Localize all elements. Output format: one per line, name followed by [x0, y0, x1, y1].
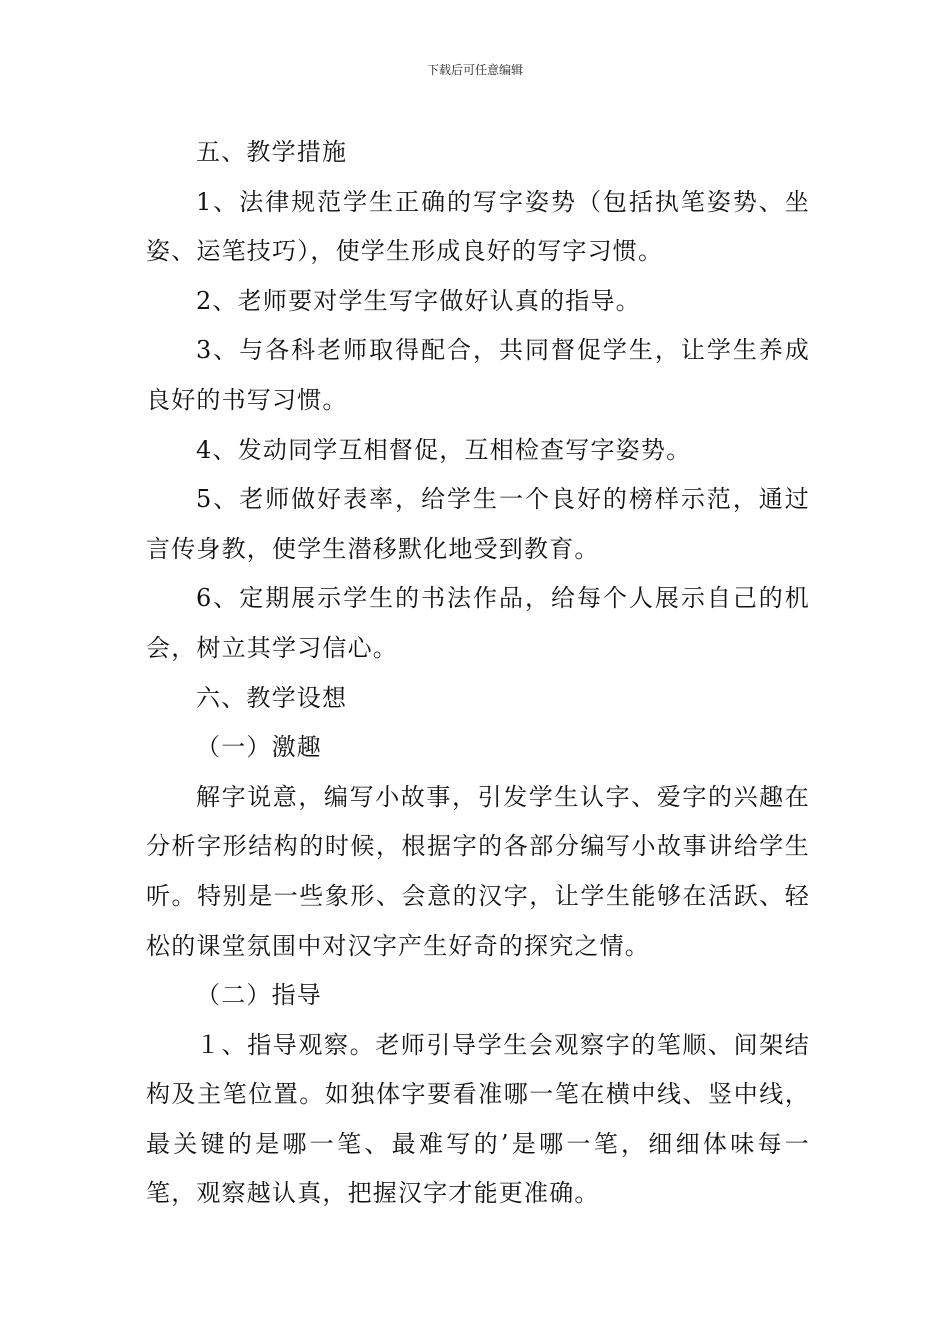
page-header-note: 下载后可任意编辑	[426, 63, 523, 77]
measure-item-3: 3、与各科老师取得配合，共同督促学生，让学生养成良好的书写习惯。	[146, 336, 810, 414]
subsection-heading-interest: （一）激趣	[196, 733, 322, 762]
section-heading-ideas: 六、教学设想	[196, 683, 348, 712]
interest-paragraph: 解字说意，编写小故事，引发学生认字、爱字的兴趣在分析字形结构的时候，根据字的各部分编写小故事讲给学生听。特别是一些象形、会意的汉字，让学生能够在活跃、轻松的课堂氛围中对汉字产生好奇的探究之情。	[146, 782, 810, 960]
measure-item-1: 1、法律规范学生正确的写字姿势（包括执笔姿势、坐姿、运笔技巧），使学生形成良好的写字习惯。	[146, 187, 810, 266]
subsection-heading-guidance: （二）指导	[196, 981, 322, 1010]
measure-item-5: 5、老师做好表率，给学生一个良好的榜样示范，通过言传身教，使学生潜移默化地受到教育。	[146, 485, 810, 563]
section-heading-measures: 五、教学措施	[196, 138, 348, 166]
guidance-item-1: １、指导观察。老师引导学生会观察字的笔顺、间架结构及主笔位置。如独体字要看准哪一笔在横中线、竖中线，最关键的是哪一笔、最难写的’是哪一笔，细细体味每一笔，观察越认真，把握汉字才能更准确。	[146, 1030, 810, 1208]
measure-item-6: 6、定期展示学生的书法作品，给每个人展示自己的机会，树立其学习信心。	[146, 584, 810, 662]
measure-item-2: 2、老师要对学生写字做好认真的指导。	[196, 286, 641, 315]
measure-item-4: 4、发动同学互相督促，互相检查写字姿势。	[196, 435, 692, 464]
document-body	[146, 128, 810, 1219]
